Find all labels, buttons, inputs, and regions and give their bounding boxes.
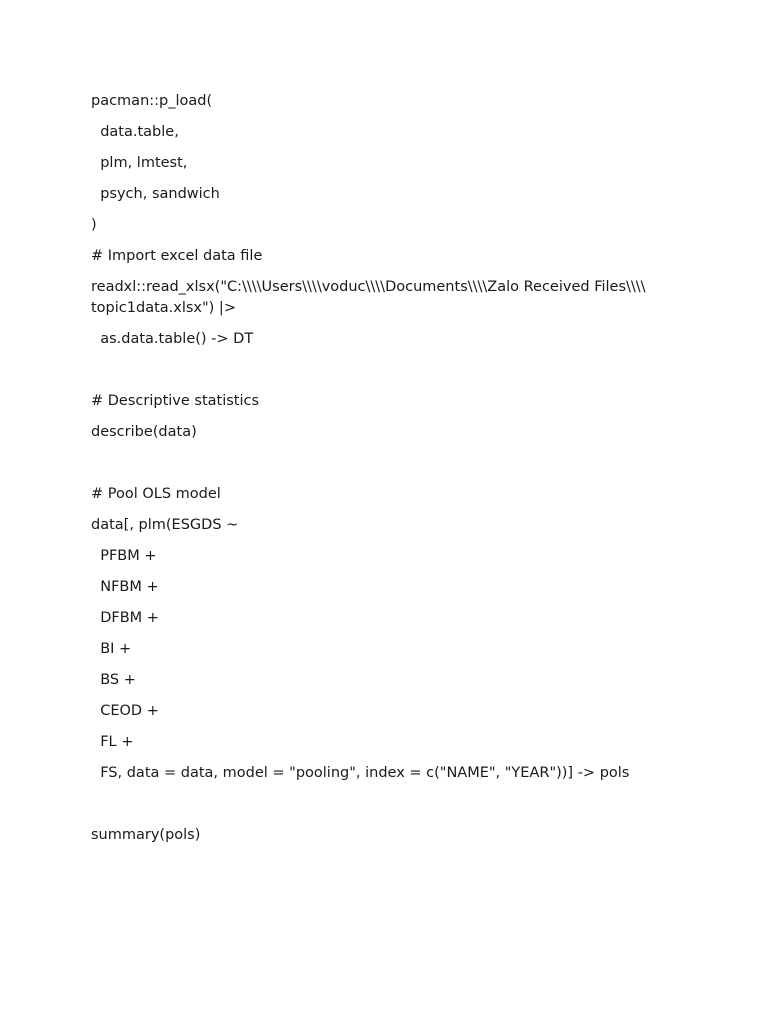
code-line: readxl::read_xlsx("C:\\\\Users\\\\voduc\\\\Documents\\\\Zalo Received Files\\\\ topic1data.xlsx") |>	[91, 279, 646, 316]
code-line: psych, sandwich	[91, 186, 220, 202]
code-line: BI +	[91, 641, 132, 657]
code-line: describe(data)	[91, 424, 197, 440]
code-line: DFBM +	[91, 610, 159, 626]
comment-line: # Import excel data file	[91, 248, 263, 264]
code-line: NFBM +	[91, 579, 159, 595]
code-line: summary(pols)	[91, 827, 201, 843]
code-text-block	[91, 91, 691, 856]
code-line: data.table,	[91, 124, 179, 140]
code-line: BS +	[91, 672, 136, 688]
code-line: as.data.table() -> DT	[91, 331, 254, 347]
code-line: FL +	[91, 734, 134, 750]
code-line: data[, plm(ESGDS ~	[91, 517, 239, 533]
code-line: )	[91, 217, 97, 233]
blank-line	[91, 360, 691, 381]
code-line: FS, data = data, model = "pooling", index = c("NAME", "YEAR"))] -> pols	[91, 765, 630, 781]
comment-line: # Descriptive statistics	[91, 393, 260, 409]
blank-line	[91, 794, 691, 815]
comment-line: # Pool OLS model	[91, 486, 221, 502]
code-line: plm, lmtest,	[91, 155, 188, 171]
code-line: CEOD +	[91, 703, 159, 719]
code-line: PFBM +	[91, 548, 157, 564]
blank-line	[91, 453, 691, 474]
code-line: pacman::p_load(	[91, 93, 213, 109]
